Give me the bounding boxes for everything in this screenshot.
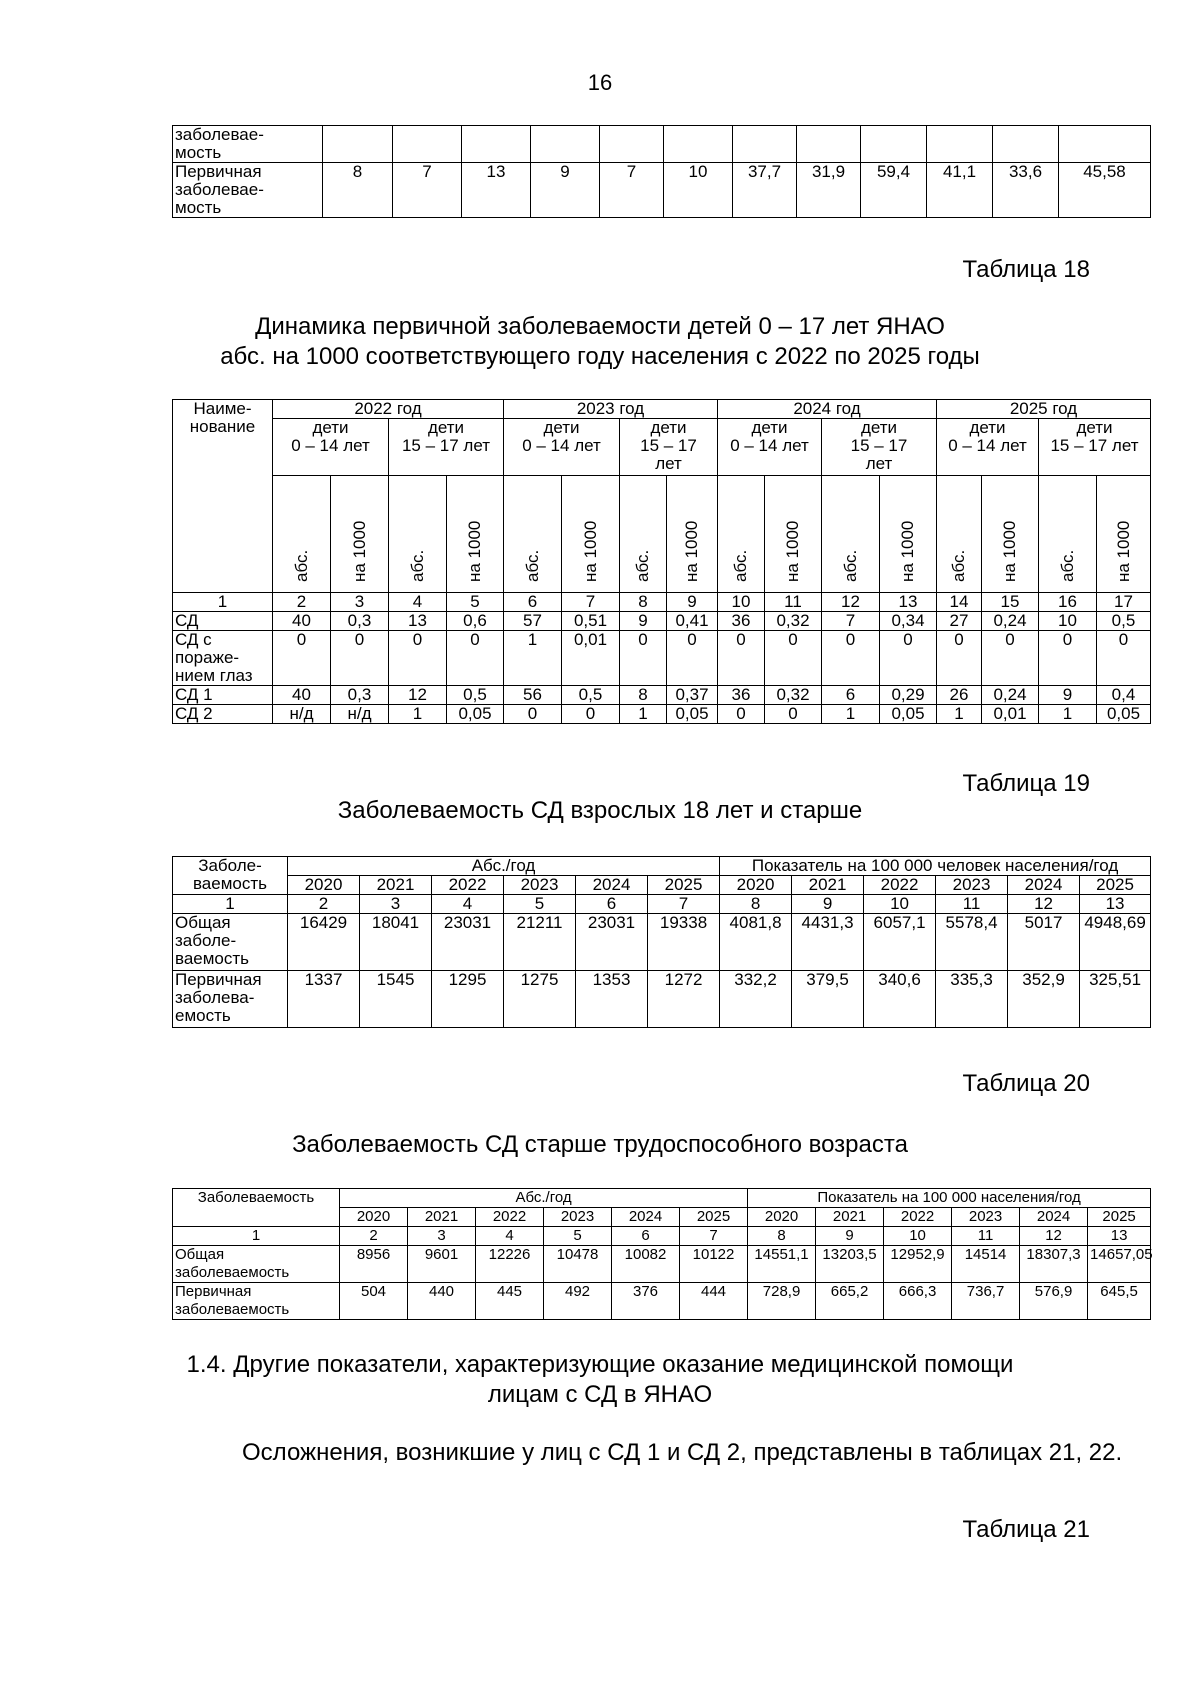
year-header: 2025 [648, 876, 720, 895]
column-number: 17 [1097, 593, 1151, 612]
row-label: Общая заболеваемость [173, 1246, 340, 1283]
row-label: СД 1 [173, 686, 273, 705]
column-number: 2 [340, 1227, 408, 1246]
column-number: 5 [447, 593, 504, 612]
column-number: 4 [389, 593, 447, 612]
column-number: 4 [432, 895, 504, 914]
year-header: 2025 год [937, 400, 1151, 419]
year-header: 2024 [1020, 1208, 1088, 1227]
table-cell: 0,24 [982, 686, 1039, 705]
row-label: Первичная заболевае- мость [173, 163, 323, 218]
table-row [173, 163, 1151, 218]
table-cell: 0,3 [331, 612, 389, 631]
year-header: 2025 [1080, 876, 1151, 895]
table-cell: 40 [273, 612, 331, 631]
header-row [173, 476, 1151, 593]
paragraph-text: Осложнения, возникшие у лиц с СД 1 и СД 2, представлены в таблицах 21, 22. [242, 1439, 1123, 1466]
year-header: 2022 [476, 1208, 544, 1227]
table-cell: 0 [982, 631, 1039, 686]
sub-header-abs: абс. [822, 476, 880, 593]
table-cell: 325,51 [1080, 971, 1151, 1028]
table-cell: 10 [1039, 612, 1097, 631]
table-cell: 18041 [360, 914, 432, 971]
year-header: 2022 год [273, 400, 504, 419]
table-cell: 19338 [648, 914, 720, 971]
table-cell [393, 126, 462, 163]
table-cell: 16429 [288, 914, 360, 971]
table-cell: 13 [389, 612, 447, 631]
table-row [173, 705, 1151, 724]
section-heading [150, 1350, 1050, 1410]
table-cell: 23031 [576, 914, 648, 971]
year-header: 2021 [408, 1208, 476, 1227]
table-cell: 444 [680, 1283, 748, 1320]
year-header: 2021 [816, 1208, 884, 1227]
table-cell [861, 126, 927, 163]
table-cell: 1337 [288, 971, 360, 1028]
sub-header-abs: абс. [620, 476, 667, 593]
number-row [173, 593, 1151, 612]
table20 [172, 1188, 1151, 1320]
table-cell: 1353 [576, 971, 648, 1028]
row-label: СД [173, 612, 273, 631]
table-cell: 1 [1039, 705, 1097, 724]
sub-header-abs: абс. [389, 476, 447, 593]
column-number: 10 [884, 1227, 952, 1246]
row-label: Первичная заболеваемость [173, 1283, 340, 1320]
sub-header-per1000: на 1000 [880, 476, 937, 593]
table-cell: 13 [462, 163, 531, 218]
table-cell: 8956 [340, 1246, 408, 1283]
column-number: 14 [937, 593, 982, 612]
table-cell: 0 [667, 631, 718, 686]
table-cell: 0 [718, 705, 765, 724]
column-number: 8 [620, 593, 667, 612]
column-number: 15 [982, 593, 1039, 612]
table-cell: 1 [504, 631, 562, 686]
table-row [173, 914, 1151, 971]
year-header: 2024 год [718, 400, 937, 419]
number-row [173, 1227, 1151, 1246]
column-number: 2 [273, 593, 331, 612]
year-header: 2025 [1088, 1208, 1151, 1227]
header-row [173, 419, 1151, 476]
table-cell: 0,01 [562, 631, 620, 686]
column-number: 5 [504, 895, 576, 914]
table19 [172, 856, 1151, 1028]
column-number: 9 [667, 593, 718, 612]
column-number: 8 [748, 1227, 816, 1246]
table-cell: 12226 [476, 1246, 544, 1283]
column-number: 3 [331, 593, 389, 612]
table-cell: 0 [937, 631, 982, 686]
table-cell: 0,32 [765, 686, 822, 705]
table-cell: 0 [765, 705, 822, 724]
sub-header-abs: абс. [1039, 476, 1097, 593]
table-row [173, 612, 1151, 631]
table-cell [927, 126, 993, 163]
table-cell: 7 [822, 612, 880, 631]
table-cell: 4948,69 [1080, 914, 1151, 971]
column-number: 7 [562, 593, 620, 612]
table-row [173, 126, 1151, 163]
column-number: 11 [765, 593, 822, 612]
header-row [173, 400, 1151, 419]
group-header-rate: Показатель на 100 000 населения/год [748, 1189, 1151, 1208]
table-cell: 23031 [432, 914, 504, 971]
table-cell: 0,41 [667, 612, 718, 631]
table-cell: 8 [323, 163, 393, 218]
year-header: 2021 [792, 876, 864, 895]
column-number: 2 [288, 895, 360, 914]
year-header: 2020 [720, 876, 792, 895]
group-header: дети 15 – 17 лет [620, 419, 718, 476]
header-row [173, 876, 1151, 895]
table-cell: 10122 [680, 1246, 748, 1283]
table-cell: 576,9 [1020, 1283, 1088, 1320]
table-row [173, 686, 1151, 705]
group-header-rate: Показатель на 100 000 человек населения/год [720, 857, 1151, 876]
year-header: 2025 [680, 1208, 748, 1227]
table-cell [993, 126, 1059, 163]
table-cell [733, 126, 797, 163]
table-cell: 26 [937, 686, 982, 705]
table-cell: 10082 [612, 1246, 680, 1283]
column-number: 6 [612, 1227, 680, 1246]
table-cell: 0 [331, 631, 389, 686]
table-cell: 1 [620, 705, 667, 724]
year-header: 2024 [576, 876, 648, 895]
table18-title [150, 312, 1050, 372]
column-number: 7 [648, 895, 720, 914]
table-cell: 56 [504, 686, 562, 705]
table-cell: 645,5 [1088, 1283, 1151, 1320]
year-header: 2023 [936, 876, 1008, 895]
table-row [173, 631, 1151, 686]
table-cell: 13203,5 [816, 1246, 884, 1283]
column-number: 7 [680, 1227, 748, 1246]
table-cell: 665,2 [816, 1283, 884, 1320]
column-number: 12 [1020, 1227, 1088, 1246]
table-cell: 1 [389, 705, 447, 724]
table-cell: 0 [822, 631, 880, 686]
group-header: дети 15 – 17 лет [822, 419, 937, 476]
section-heading-line2: лицам с СД в ЯНАО [487, 1381, 713, 1408]
table-cell: 7 [600, 163, 664, 218]
table-cell: 6057,1 [864, 914, 936, 971]
table-cell: 5578,4 [936, 914, 1008, 971]
table-cell: 0,29 [880, 686, 937, 705]
table-cell: 0 [562, 705, 620, 724]
column-number: 11 [952, 1227, 1020, 1246]
sub-header-per1000: на 1000 [982, 476, 1039, 593]
table-cell: 0 [273, 631, 331, 686]
column-number: 1 [173, 593, 273, 612]
column-number: 13 [1088, 1227, 1151, 1246]
sub-header-per1000: на 1000 [667, 476, 718, 593]
name-header: Наиме- нование [173, 400, 273, 593]
table-cell: 21211 [504, 914, 576, 971]
year-header: 2020 [748, 1208, 816, 1227]
group-header: дети 0 – 14 лет [504, 419, 620, 476]
table-cell: 379,5 [792, 971, 864, 1028]
year-header: 2020 [340, 1208, 408, 1227]
group-header: дети 15 – 17 лет [389, 419, 504, 476]
table-cell: 0,34 [880, 612, 937, 631]
column-number: 12 [822, 593, 880, 612]
table-cell: 12952,9 [884, 1246, 952, 1283]
table-cell [664, 126, 733, 163]
sub-header-per1000: на 1000 [1097, 476, 1151, 593]
table-cell: 335,3 [936, 971, 1008, 1028]
group-header: дети 0 – 14 лет [718, 419, 822, 476]
group-header: дети 15 – 17 лет [1039, 419, 1151, 476]
table-cell: 728,9 [748, 1283, 816, 1320]
table-cell: 36 [718, 612, 765, 631]
table-cell: 18307,3 [1020, 1246, 1088, 1283]
table-cell [531, 126, 600, 163]
table-cell: 57 [504, 612, 562, 631]
table-row [173, 971, 1151, 1028]
header-row [173, 1189, 1151, 1208]
table-cell: 4081,8 [720, 914, 792, 971]
table-cell: 9 [531, 163, 600, 218]
sub-header-abs: абс. [504, 476, 562, 593]
table-cell: 0,01 [982, 705, 1039, 724]
name-header: Заболеваемость [173, 1189, 340, 1227]
group-header-abs: Абс./год [288, 857, 720, 876]
table-cell: 6 [822, 686, 880, 705]
table-row [173, 1283, 1151, 1320]
table-cell: 0 [504, 705, 562, 724]
table-cell: 1275 [504, 971, 576, 1028]
table-cell: 0,32 [765, 612, 822, 631]
column-number: 10 [864, 895, 936, 914]
year-header: 2022 [884, 1208, 952, 1227]
table-cell: 0,5 [447, 686, 504, 705]
table-cell: 59,4 [861, 163, 927, 218]
row-label: заболевае- мость [173, 126, 323, 163]
sub-header-abs: абс. [937, 476, 982, 593]
table-cell: 36 [718, 686, 765, 705]
table-cell [1059, 126, 1151, 163]
row-label: СД с пораже- нием глаз [173, 631, 273, 686]
year-header: 2024 [612, 1208, 680, 1227]
table-cell: 5017 [1008, 914, 1080, 971]
table-cell: 0,51 [562, 612, 620, 631]
group-header-abs: Абс./год [340, 1189, 748, 1208]
section-heading-line1: 1.4. Другие показатели, характеризующие оказание медицинской помощи [186, 1351, 1014, 1378]
year-header: 2023 [544, 1208, 612, 1227]
table18-title-line2: абс. на 1000 соответствующего году населения с 2022 по 2025 годы [220, 343, 980, 370]
column-number: 6 [576, 895, 648, 914]
number-row [173, 895, 1151, 914]
column-number: 5 [544, 1227, 612, 1246]
header-row [173, 857, 1151, 876]
row-label: Общая заболе- ваемость [173, 914, 288, 971]
table-cell: 37,7 [733, 163, 797, 218]
table19-caption: Таблица 19 [962, 770, 1090, 797]
table-cell: 0,05 [667, 705, 718, 724]
table-cell: 1545 [360, 971, 432, 1028]
table-cell: 0,37 [667, 686, 718, 705]
table19-title: Заболеваемость СД взрослых 18 лет и старше [337, 797, 863, 824]
table18-title-line1: Динамика первичной заболеваемости детей 0 – 17 лет ЯНАО [255, 313, 945, 340]
table-cell: 1295 [432, 971, 504, 1028]
column-number: 9 [792, 895, 864, 914]
column-number: 3 [408, 1227, 476, 1246]
table-cell: 440 [408, 1283, 476, 1320]
table-cell [323, 126, 393, 163]
year-header: 2020 [288, 876, 360, 895]
column-number: 11 [936, 895, 1008, 914]
year-header: 2021 [360, 876, 432, 895]
table-cell: 31,9 [797, 163, 861, 218]
table21-caption: Таблица 21 [962, 1516, 1090, 1543]
table-cell: 352,9 [1008, 971, 1080, 1028]
table-cell: 0,05 [447, 705, 504, 724]
table18-caption: Таблица 18 [962, 256, 1090, 283]
table-cell [600, 126, 664, 163]
section-paragraph [172, 1438, 1150, 1468]
table-cell: 376 [612, 1283, 680, 1320]
table-cell: 1272 [648, 971, 720, 1028]
table-cell: н/д [331, 705, 389, 724]
column-number: 3 [360, 895, 432, 914]
column-number: 10 [718, 593, 765, 612]
sub-header-abs: абс. [273, 476, 331, 593]
table-cell: 0,5 [1097, 612, 1151, 631]
table-cell: 736,7 [952, 1283, 1020, 1320]
group-header: дети 0 – 14 лет [273, 419, 389, 476]
table-cell: 41,1 [927, 163, 993, 218]
table-cell: 0,05 [880, 705, 937, 724]
table-cell: 445 [476, 1283, 544, 1320]
column-number: 8 [720, 895, 792, 914]
table-cell [462, 126, 531, 163]
table-cell [797, 126, 861, 163]
column-number: 13 [1080, 895, 1151, 914]
table-cell: 12 [389, 686, 447, 705]
row-label: Первичная заболева- емость [173, 971, 288, 1028]
table-cell: 10478 [544, 1246, 612, 1283]
table-cell: 0 [447, 631, 504, 686]
table20-caption: Таблица 20 [962, 1070, 1090, 1097]
table-cell: 0,5 [562, 686, 620, 705]
table-cell: 332,2 [720, 971, 792, 1028]
table-cell: 0 [1097, 631, 1151, 686]
table-row [173, 1246, 1151, 1283]
table-cell: 0,3 [331, 686, 389, 705]
year-header: 2023 год [504, 400, 718, 419]
table-cell: 340,6 [864, 971, 936, 1028]
sub-header-per1000: на 1000 [765, 476, 822, 593]
table-cell: 9601 [408, 1246, 476, 1283]
table-cell: н/д [273, 705, 331, 724]
sub-header-per1000: на 1000 [447, 476, 504, 593]
table-cell: 8 [620, 686, 667, 705]
column-number: 1 [173, 895, 288, 914]
table-cell: 1 [937, 705, 982, 724]
column-number: 13 [880, 593, 937, 612]
year-header: 2023 [952, 1208, 1020, 1227]
column-number: 16 [1039, 593, 1097, 612]
table-cell: 0,05 [1097, 705, 1151, 724]
table-cell: 14551,1 [748, 1246, 816, 1283]
table-cell: 7 [393, 163, 462, 218]
sub-header-abs: абс. [718, 476, 765, 593]
table-cell: 0 [765, 631, 822, 686]
column-number: 9 [816, 1227, 884, 1246]
table-cell: 0,6 [447, 612, 504, 631]
table20-title: Заболеваемость СД старше трудоспособного возраста [292, 1131, 908, 1158]
page-number: 16 [587, 70, 613, 95]
table-cell: 492 [544, 1283, 612, 1320]
table-cell: 27 [937, 612, 982, 631]
continuation-table [172, 125, 1151, 218]
row-label: СД 2 [173, 705, 273, 724]
year-header: 2024 [1008, 876, 1080, 895]
column-number: 4 [476, 1227, 544, 1246]
table-cell: 4431,3 [792, 914, 864, 971]
group-header: дети 0 – 14 лет [937, 419, 1039, 476]
table-cell: 504 [340, 1283, 408, 1320]
table-cell: 0,4 [1097, 686, 1151, 705]
table-cell: 9 [620, 612, 667, 631]
table-cell: 14657,05 [1088, 1246, 1151, 1283]
column-number: 6 [504, 593, 562, 612]
table-cell: 1 [822, 705, 880, 724]
table-cell: 9 [1039, 686, 1097, 705]
table-cell: 0 [718, 631, 765, 686]
table-cell: 666,3 [884, 1283, 952, 1320]
table18 [172, 399, 1151, 724]
name-header: Заболе- ваемость [173, 857, 288, 895]
table-cell: 14514 [952, 1246, 1020, 1283]
table-cell: 0 [1039, 631, 1097, 686]
table-cell: 0 [620, 631, 667, 686]
table-cell: 0 [880, 631, 937, 686]
column-number: 1 [173, 1227, 340, 1246]
sub-header-per1000: на 1000 [562, 476, 620, 593]
table-cell: 45,58 [1059, 163, 1151, 218]
table-cell: 10 [664, 163, 733, 218]
sub-header-per1000: на 1000 [331, 476, 389, 593]
year-header: 2022 [432, 876, 504, 895]
table-cell: 0,24 [982, 612, 1039, 631]
year-header: 2023 [504, 876, 576, 895]
column-number: 12 [1008, 895, 1080, 914]
table-cell: 0 [389, 631, 447, 686]
year-header: 2022 [864, 876, 936, 895]
table-cell: 40 [273, 686, 331, 705]
table-cell: 33,6 [993, 163, 1059, 218]
